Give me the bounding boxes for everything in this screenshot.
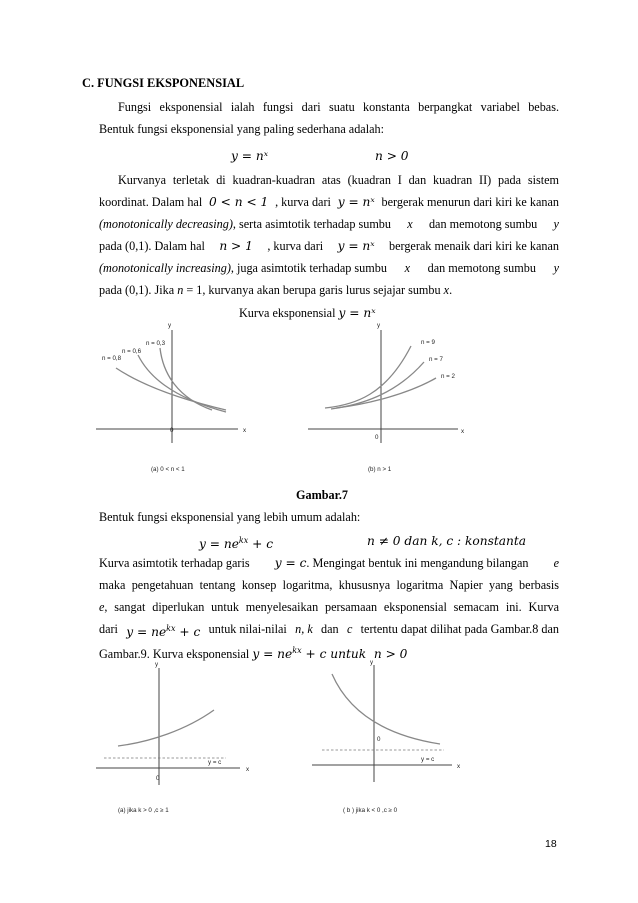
- paragraph-line: Kurva asimtotik terhadap garis y = c. Mengingat bentuk ini mengandung bilangan e: [99, 556, 559, 570]
- paragraph-line: (monotonically increasing), juga asimtotik terhadap sumbu x dan memotong sumbu y: [99, 261, 559, 275]
- asymptote-label: y = c: [421, 756, 435, 763]
- x-axis-label: x: [246, 766, 250, 773]
- y-axis-label: y: [377, 322, 381, 329]
- page-number: 18: [545, 838, 557, 850]
- y-axis-label: y: [155, 661, 159, 668]
- origin-label: 0: [156, 775, 160, 782]
- figure-caption: ( b ) jika k < 0 ,c ≥ 0: [343, 807, 398, 814]
- figure-caption: (a) 0 < n < 1: [151, 466, 185, 473]
- paragraph-line: Bentuk fungsi eksponensial yang lebih umum adalah:: [99, 510, 361, 524]
- figure-caption: (a) jika k > 0 ,c ≥ 1: [118, 807, 169, 814]
- equation-formula: $y = ne^{kx} + c$: [199, 536, 274, 552]
- paragraph-line: koordinat. Dalam hal 0 < n < 1 , kurva dari y = nˣ bergerak menurun dari kiri ke kanan: [99, 195, 559, 209]
- curve-label: n = 0,6: [122, 348, 142, 355]
- equation-condition: n > 0: [375, 149, 409, 163]
- figure-caption: (b) n > 1: [368, 466, 392, 473]
- paragraph-line: Kurvanya terletak di kuadran-kuadran atas (kuadran I dan kuadran II) pada sistem: [118, 173, 559, 187]
- asymptote-label: y = c: [208, 759, 222, 766]
- x-axis-label: x: [457, 763, 461, 770]
- paragraph-line: Gambar.9. Kurva eksponensial $y = ne^{kx} + c$ untuk n > 0: [99, 646, 408, 662]
- paragraph-line: e , sangat diperlukan untuk menyelesaikan persamaan eksponensial semacam ini. Kurva: [99, 600, 559, 614]
- origin-label: 0: [375, 434, 379, 441]
- section-heading: C. FUNGSI EKSPONENSIAL: [82, 76, 245, 90]
- origin-label: 0: [170, 427, 174, 434]
- curve-label: n = 0,8: [102, 355, 122, 362]
- origin-label: 0: [377, 736, 381, 743]
- curve-label: n = 0,3: [146, 340, 166, 347]
- figure-caption: Gambar.7: [296, 488, 349, 502]
- paragraph-line: pada (0,1). Jika n = 1, kurvanya akan berupa garis lurus sejajar sumbu x.: [99, 283, 453, 297]
- equation-condition: n ≠ 0 dan k, c : konstanta: [367, 534, 527, 548]
- y-axis-label: y: [168, 322, 172, 329]
- curve-label: n = 7: [429, 356, 443, 363]
- curve-label: n = 2: [441, 373, 455, 380]
- exponential-curve: [332, 674, 440, 744]
- paragraph-line: pada (0,1). Dalam hal n > 1 , kurva dari y = nˣ bergerak menaik dari kiri ke kanan: [99, 239, 559, 253]
- x-axis-label: x: [461, 428, 465, 435]
- y-axis-label: y: [370, 659, 374, 666]
- curve-label: n = 9: [421, 339, 435, 346]
- equation-formula: y = nˣ: [231, 149, 269, 163]
- figure-title: Kurva eksponensial y = nˣ: [239, 306, 376, 320]
- paragraph-line: maka pengetahuan tentang konsep logaritma, khususnya logaritma Napier yang berbasis: [99, 578, 559, 592]
- x-axis-label: x: [243, 427, 247, 434]
- paragraph-line: (monotonically decreasing), serta asimtotik terhadap sumbu x dan memotong sumbu y: [99, 217, 559, 231]
- paragraph-line: dari $y = ne^{kx} + c$ untuk nilai-nilai n, k dan c tertentu dapat dilihat pada Gambar.8 dan: [99, 622, 559, 640]
- paragraph-line: Fungsi eksponensial ialah fungsi dari suatu konstanta berpangkat variabel bebas.: [118, 100, 559, 114]
- paragraph-line: Bentuk fungsi eksponensial yang paling sederhana adalah:: [99, 122, 384, 136]
